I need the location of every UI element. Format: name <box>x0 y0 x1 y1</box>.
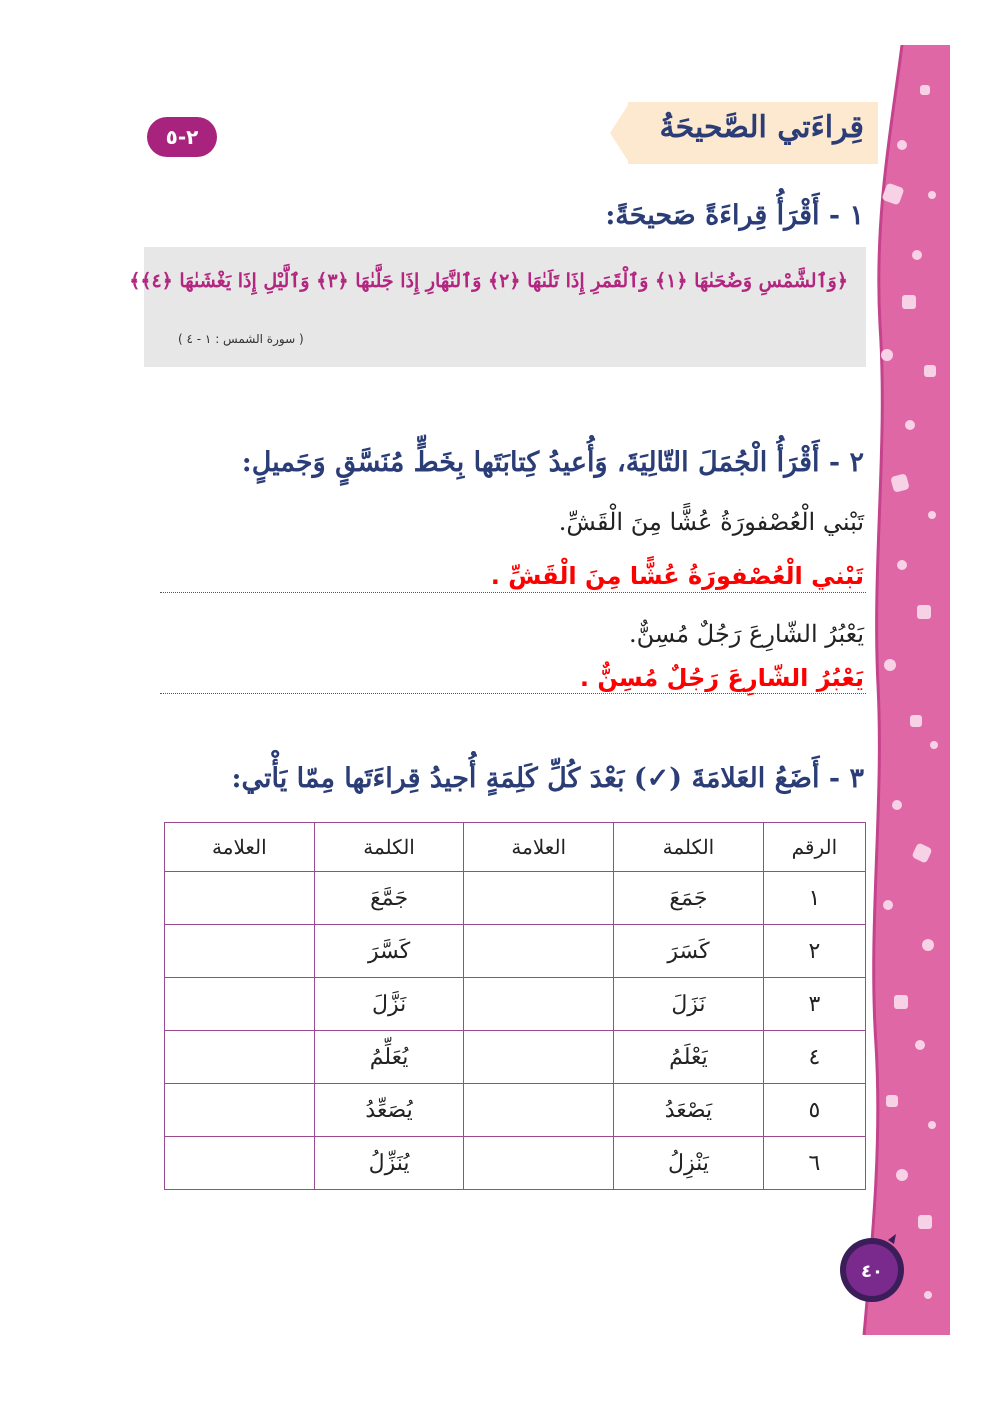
page-number-badge <box>836 1232 908 1304</box>
header-mark-1: العلامة <box>464 823 614 872</box>
answer-1[interactable]: تَبْني الْعُصْفورَةُ عُشًّا مِنَ الْقَشِّ . <box>490 562 864 590</box>
mark-cell[interactable] <box>165 1031 315 1084</box>
mark-cell[interactable] <box>165 1137 315 1190</box>
row-number: ٦ <box>763 1137 865 1190</box>
sentence-2: يَعْبُرُ الشّارِعَ رَجُلٌ مُسِنٌّ. <box>628 620 864 648</box>
words-table <box>164 822 866 1190</box>
writing-line-2 <box>160 693 866 694</box>
word-cell: يَنْزِلُ <box>614 1137 764 1190</box>
word-cell: كَسَرَ <box>614 925 764 978</box>
table-header-row <box>165 823 866 872</box>
row-number: ٤ <box>763 1031 865 1084</box>
mark-cell[interactable] <box>464 1031 614 1084</box>
header-word-1: الكلمة <box>614 823 764 872</box>
answer-2[interactable]: يَعْبُرُ الشّارِعَ رَجُلٌ مُسِنٌّ . <box>579 664 864 692</box>
row-number: ٢ <box>763 925 865 978</box>
table-row <box>165 925 866 978</box>
word-cell: نَزَّلَ <box>314 978 464 1031</box>
page-title: قِراءَتي الصَّحيحَةُ <box>659 110 864 145</box>
decorative-side-band <box>862 45 950 1335</box>
word-cell: جَمَعَ <box>614 872 764 925</box>
word-cell: كَسَّرَ <box>314 925 464 978</box>
word-cell: يَصْعَدُ <box>614 1084 764 1137</box>
table-row <box>165 1031 866 1084</box>
mark-cell[interactable] <box>464 925 614 978</box>
question-1-heading: ١ - أَقْرَأُ قِراءَةً صَحيحَةً: <box>605 200 864 231</box>
table-row <box>165 1084 866 1137</box>
mark-cell[interactable] <box>165 872 315 925</box>
mark-cell[interactable] <box>464 978 614 1031</box>
row-number: ٥ <box>763 1084 865 1137</box>
word-cell: جَمَّعَ <box>314 872 464 925</box>
quran-verse-box <box>129 247 866 367</box>
lesson-badge: ٢-٥ <box>147 117 217 157</box>
word-cell: يُصَعِّدُ <box>314 1084 464 1137</box>
page-number: ٤٠ <box>861 1261 883 1282</box>
sentence-1: تَبْني الْعُصْفورَةُ عُشًّا مِنَ الْقَشِّ. <box>558 508 864 536</box>
writing-line-1 <box>160 592 866 593</box>
word-cell: يُعَلِّمُ <box>314 1031 464 1084</box>
title-banner <box>628 102 878 164</box>
mark-cell[interactable] <box>165 925 315 978</box>
mark-cell[interactable] <box>464 1137 614 1190</box>
table-row <box>165 1137 866 1190</box>
question-2-heading: ٢ - أَقْرَأُ الْجُمَلَ التّالِيَةَ، وَأُعيدُ كِتابَتَها بِخَطٍّ مُنَسَّقٍ وَجَميلٍ: <box>241 447 864 478</box>
row-number: ٣ <box>763 978 865 1031</box>
verse-reference: ( سورة الشمس : ١ - ٤ ) <box>178 332 304 346</box>
question-3-heading: ٣ - أَضَعُ العَلامَةَ (✓) بَعْدَ كُلِّ كَلِمَةٍ أُجيدُ قِراءَتَها مِمّا يَأْتي: <box>231 763 864 794</box>
mark-cell[interactable] <box>165 978 315 1031</box>
banner-notch-shape <box>610 102 630 164</box>
quran-verse: ﴿وَٱلشَّمْسِ وَضُحَىٰهَا ﴿١﴾ وَٱلْقَمَرِ إِذَا تَلَىٰهَا ﴿٢﴾ وَٱلنَّهَارِ إِذَا جَلَّىٰهَا ﴿٣﴾ وَٱلَّيْلِ إِذَا يَغْشَىٰهَا ﴿٤﴾﴾ <box>129 270 848 292</box>
word-cell: يُنَزِّلُ <box>314 1137 464 1190</box>
table-row <box>165 872 866 925</box>
header-mark-2: العلامة <box>165 823 315 872</box>
header-number: الرقم <box>763 823 865 872</box>
mark-cell[interactable] <box>464 1084 614 1137</box>
table-row <box>165 978 866 1031</box>
word-cell: نَزَلَ <box>614 978 764 1031</box>
word-cell: يَعْلَمُ <box>614 1031 764 1084</box>
mark-cell[interactable] <box>165 1084 315 1137</box>
row-number: ١ <box>763 872 865 925</box>
header-word-2: الكلمة <box>314 823 464 872</box>
mark-cell[interactable] <box>464 872 614 925</box>
